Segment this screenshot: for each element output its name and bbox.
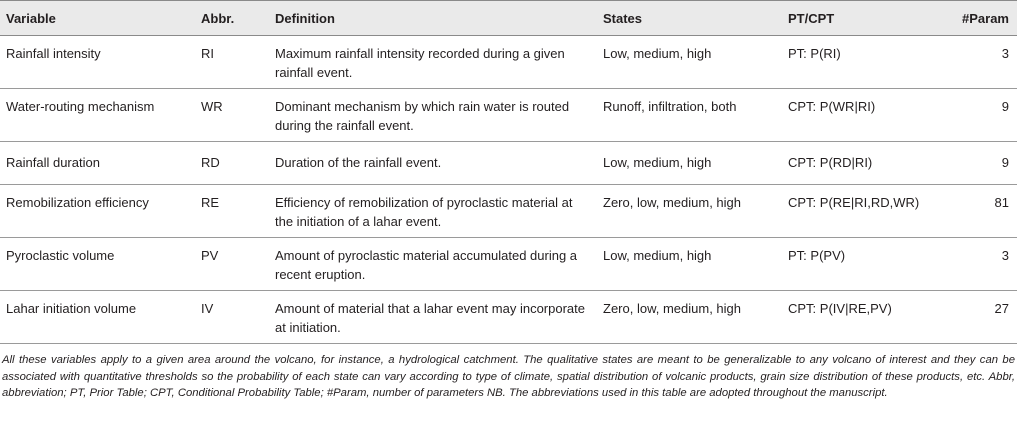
table-row	[0, 291, 1017, 344]
cell-abbr: RE	[195, 185, 269, 238]
cell-states: Low, medium, high	[597, 238, 782, 291]
cell-definition: Amount of material that a lahar event may incorporate at initiation.	[269, 291, 597, 344]
header-abbr: Abbr.	[195, 1, 269, 36]
cell-definition: Efficiency of remobilization of pyroclastic material at the initiation of a lahar event.	[269, 185, 597, 238]
cell-pt-cpt: PT: P(RI)	[782, 36, 947, 89]
cell-pt-cpt: CPT: P(IV|RE,PV)	[782, 291, 947, 344]
header-variable: Variable	[0, 1, 195, 36]
cell-pt-cpt: CPT: P(RE|RI,RD,WR)	[782, 185, 947, 238]
header-states: States	[597, 1, 782, 36]
cell-param: 9	[947, 142, 1017, 185]
cell-abbr: PV	[195, 238, 269, 291]
cell-pt-cpt: CPT: P(RD|RI)	[782, 142, 947, 185]
cell-param: 3	[947, 36, 1017, 89]
cell-variable: Remobilization efficiency	[0, 185, 195, 238]
header-pt-cpt: PT/CPT	[782, 1, 947, 36]
cell-variable: Lahar initiation volume	[0, 291, 195, 344]
cell-states: Low, medium, high	[597, 36, 782, 89]
table-row	[0, 36, 1017, 89]
cell-pt-cpt: CPT: P(WR|RI)	[782, 89, 947, 142]
cell-variable: Water-routing mechanism	[0, 89, 195, 142]
header-definition: Definition	[269, 1, 597, 36]
cell-param: 27	[947, 291, 1017, 344]
cell-states: Zero, low, medium, high	[597, 185, 782, 238]
table-row	[0, 142, 1017, 185]
cell-definition: Maximum rainfall intensity recorded during a given rainfall event.	[269, 36, 597, 89]
table-row	[0, 89, 1017, 142]
table-footnote: All these variables apply to a given area around the volcano, for instance, a hydrological catchment. The qualitative states are meant to be generalizable to any volcano of interest and they can be associated with quantitative thresholds so the probability of each state can vary according to type of climate, spatial distribution of volcanic products, grain size distribution of these products, etc. Abbr, abbreviation; PT, Prior Table; CPT, Conditional Probability Table; #Param, number of parameters NB. The abbreviations used in this table are adopted throughout the manuscript.	[2, 354, 1015, 399]
cell-states: Low, medium, high	[597, 142, 782, 185]
cell-abbr: IV	[195, 291, 269, 344]
table-row	[0, 238, 1017, 291]
cell-param: 3	[947, 238, 1017, 291]
cell-variable: Rainfall duration	[0, 142, 195, 185]
cell-states: Zero, low, medium, high	[597, 291, 782, 344]
cell-states: Runoff, infiltration, both	[597, 89, 782, 142]
cell-variable: Rainfall intensity	[0, 36, 195, 89]
cell-definition: Dominant mechanism by which rain water is routed during the rainfall event.	[269, 89, 597, 142]
cell-abbr: WR	[195, 89, 269, 142]
cell-param: 9	[947, 89, 1017, 142]
cell-abbr: RD	[195, 142, 269, 185]
cell-variable: Pyroclastic volume	[0, 238, 195, 291]
cell-pt-cpt: PT: P(PV)	[782, 238, 947, 291]
cell-definition: Duration of the rainfall event.	[269, 142, 597, 185]
table-header-row	[0, 1, 1017, 36]
header-param: #Param	[947, 1, 1017, 36]
cell-definition: Amount of pyroclastic material accumulated during a recent eruption.	[269, 238, 597, 291]
cell-param: 81	[947, 185, 1017, 238]
table-row	[0, 185, 1017, 238]
cell-abbr: RI	[195, 36, 269, 89]
